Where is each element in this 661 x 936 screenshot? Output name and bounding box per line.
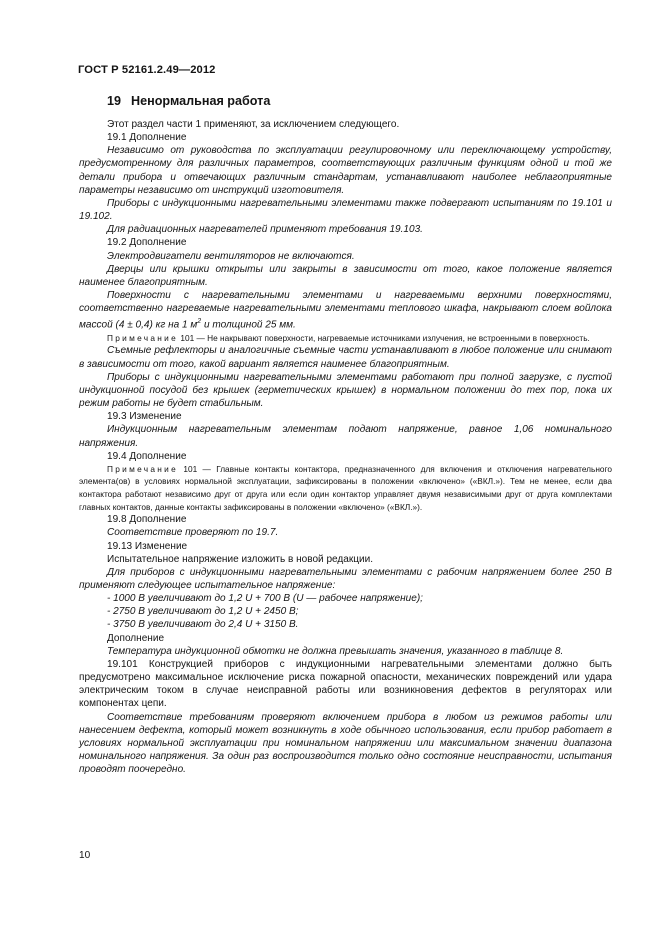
document-body [79,118,612,776]
paragraph: Для радиационных нагревателей применяют требования 19.103. [107,224,423,236]
section-number: 19 [107,94,122,108]
paragraph: Этот раздел части 1 применяют, за исключением следующего. [107,119,400,130]
paragraph: Соответствие проверяют по 19.7. [107,527,279,539]
superscript: 2 [197,318,202,326]
note-text: 101 — Главные контакты контактора, предназначенного для включения и отключения нагревательного элемента(ов) в условиях нормальной эксплуатации, зафиксированы в положении «включено» («ВКЛ.»). Тем не менее, если два контактора работают независимо друг от друга или если один контактор управляет двумя независимыми друг от друга комплектами главных контактов, данные контакты зафиксированы в положении «включено» («ВКЛ.»). [79,463,612,512]
paragraph: Дверцы или крышки открыты или закрыты в зависимости от того, какое положение является наименее благоприятным. [79,263,612,288]
paragraph: Съемные рефлекторы и аналогичные съемные части устанавливают в любое положение или снимают в зависимости от того, какой вариант является наименее благоприятным. [79,345,612,370]
paragraph: Независимо от руководства по эксплуатации регулировочному или переключающему устройству, предусмотренному для различных параметров, соответствующих различным функциям одной и той же детали прибора и отвечающих различным стандартам, устанавливают наиболее неблагоприятные параметры независимо от инструкций изготовителя. [79,145,612,196]
paragraph: Соответствие требованиям проверяют включением прибора в любом из режимов работы или нанесением дефекта, который может возникнуть в ходе обычного использования, если прибор работает в условиях нормальной эксплуатации при номинальном напряжении или максимальном значении диапазона номинального напряжения. За один раз воспроизводится только одно состояние неисправности, испытания проводят поочередно. [79,711,612,776]
list-item: - 3750 В увеличивают до 2,4 U + 3150 В. [107,619,299,631]
paragraph: Для приборов с индукционными нагревательными элементами с рабочим напряжением более 250 В применяют следующее испытательное напряжение: [79,566,612,591]
paragraph: Испытательное напряжение изложить в новой редакции. [107,553,374,565]
note-label: Примечание [107,332,179,343]
paragraph: Электродвигатели вентиляторов не включаются. [107,250,355,262]
clause-heading: 19.13 Изменение [107,540,188,552]
list-item: - 2750 В увеличивают до 1,2 U + 2450 В; [107,606,299,618]
paragraph: Приборы с индукционными нагревательными элементами также подвергают испытаниям по 19.101 и 19.102. [79,197,612,223]
paragraph: Температура индукционной обмотки не должна превышать значения, указанного в таблице 8. [107,645,564,657]
paragraph: Приборы с индукционными нагревательными элементами работают при полной загрузке, с пустой индукционной посудой без крышек (герметических крышек) в нормальном положении до тех пор, пока их режим работы не будет стабильным. [79,371,612,410]
page-number: 10 [79,850,91,861]
section-title: Ненормальная работа [131,94,271,108]
clause-heading: 19.4 Дополнение [107,450,187,462]
note-label: Примечание [107,463,179,474]
paragraph: 19.101 Конструкцией приборов с индукционными нагревательными элементами должно быть предусмотрено максимальное исключение риска пожарной опасности, механических повреждений или удара электрическим током в случае неисправной работы или возникновения дефектов в регуляторах или компонентах цепи. [79,658,612,710]
paragraph: Индукционным нагревательным элементам подают напряжение, равное 1,06 номинального напряжения. [79,424,612,449]
paragraph: Поверхности с нагревательными элементами и нагреваемыми верхними поверхностями, соответственно нагреваемые нагревательными элементами теплового шкафа, накрывают слоем войлока массой (4 ± 0,4) кг на 1 $м^2$ и толщиной 25 мм. [79,290,612,331]
clause-heading: 19.8 Дополнение [107,514,187,526]
clause-heading: 19.3 Изменение [107,411,182,423]
list-item: - 1000 В увеличивают до 1,2 U + 700 В (U — рабочее напряжение); [107,593,423,605]
note [79,463,612,513]
clause-heading: 19.1 Дополнение [107,132,187,144]
note-text: 101 — Не накрывают поверхности, нагреваемые источниками излучения, не встроенными в поверхность. [178,332,590,343]
clause-heading: Дополнение [107,632,165,644]
document-header: ГОСТ Р 52161.2.49—2012 [78,64,216,76]
clause-heading: 19.2 Дополнение [107,237,187,249]
section-heading [107,94,270,108]
note [79,332,612,345]
